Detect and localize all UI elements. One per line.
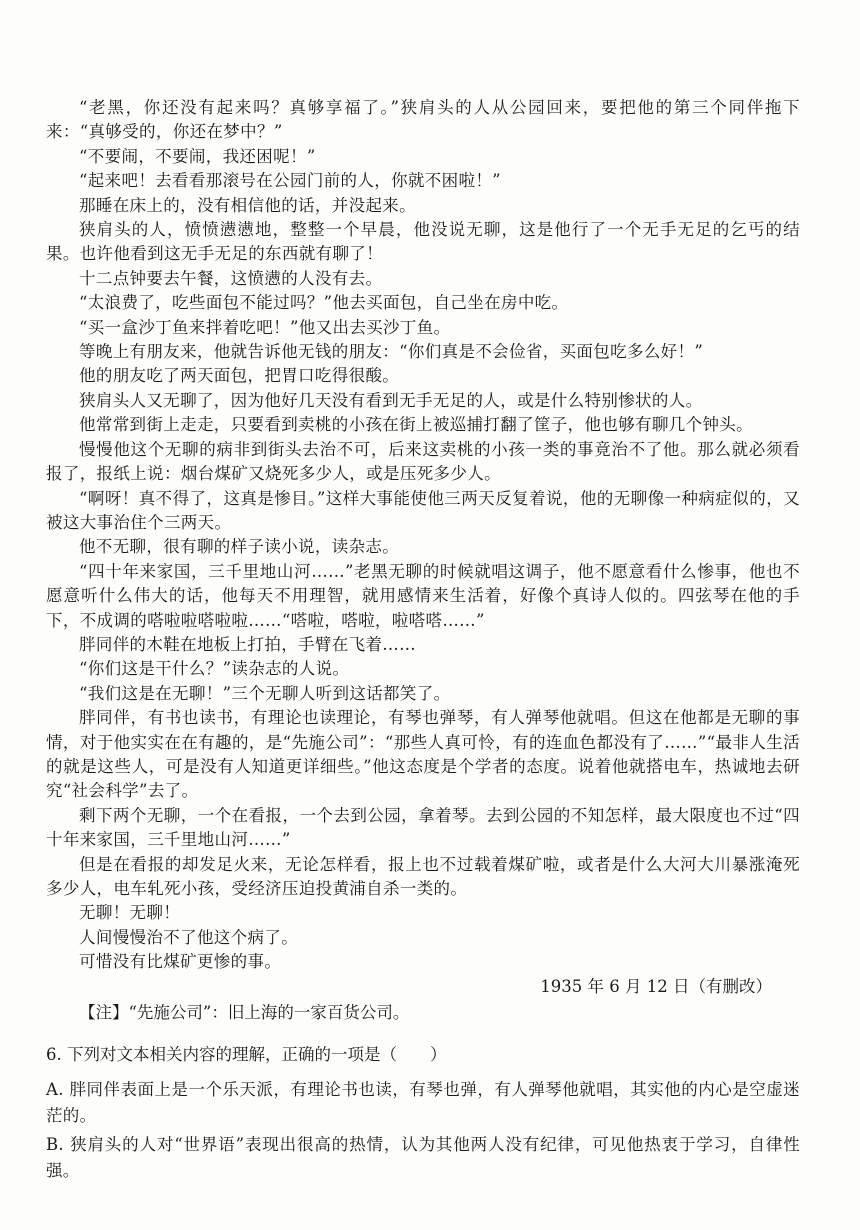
paragraph: 他不无聊，很有聊的样子读小说，读杂志。 xyxy=(79,537,400,557)
paragraph: 胖同伴的木鞋在地板上打拍，手臂在飞着…… xyxy=(79,634,416,654)
story-body xyxy=(46,96,800,1025)
paragraph: “你们这是干什么？”读杂志的人说。 xyxy=(79,659,350,679)
footnote: 【注】“先施公司”：旧上海的一家百货公司。 xyxy=(79,1003,410,1023)
paragraph: “不要闹，不要闹，我还困呢！” xyxy=(79,146,316,166)
paragraph: 狭肩头人又无聊了，因为他好几天没有看到无手无足的人，或是什么特别惨状的人。 xyxy=(79,390,703,410)
paragraph: 剩下两个无聊，一个在看报，一个去到公园，拿着琴。去到公园的不知怎样，最大限度也不过“四十年来家国，三千里地山河……” xyxy=(46,805,800,850)
paragraph: “太浪费了，吃些面包不能过吗？”他去买面包，自己坐在房中吃。 xyxy=(79,293,569,313)
question-block xyxy=(46,1043,800,1183)
paragraph: 他的朋友吃了两天面包，把胃口吃得很酸。 xyxy=(79,366,400,386)
paragraph: 无聊！无聊！ xyxy=(79,903,181,923)
paragraph: 等晚上有朋友来，他就告诉他无钱的朋友：“你们真是不会俭省，买面包吃多么好！” xyxy=(79,342,704,362)
paragraph: 但是在看报的却发足火来，无论怎样看，报上也不过载着煤矿啦，或者是什么大河大川暴涨淹死多少人，电车轧死小孩，受经济压迫投黄浦自杀一类的。 xyxy=(46,854,800,898)
paragraph: “我们这是在无聊！”三个无聊人听到这话都笑了。 xyxy=(79,683,451,703)
question-stem: 6. 下列对文本相关内容的理解，正确的一项是（ ） xyxy=(46,1045,447,1065)
option-b: B. 狭肩头的人对“世界语”表现出很高的热情，认为其他两人没有纪律，可见他热衷于学习，自律性强。 xyxy=(46,1135,800,1180)
paragraph: 可惜没有比煤矿更惨的事。 xyxy=(79,952,282,972)
paragraph: 人间慢慢治不了他这个病了。 xyxy=(79,927,299,947)
paragraph: 他常常到街上走走，只要看到卖桃的小孩在街上被巡捕打翻了筐子，他也够有聊几个钟头。 xyxy=(79,415,753,435)
paragraph: 胖同伴，有书也读书，有理论也读理论，有琴也弹琴，有人弹琴他就唱。但这在他都是无聊的事情，对于他实实在在有趣的，是“先施公司”：“那些人真可怜，有的连血色都没有了……”“最非人生活的就是这些人，可是没有人知道更详细些。”他这态度是个学者的态度。说着他就搭电车，热诚地去研究“社会科学”去了。 xyxy=(46,708,800,801)
paragraph: “买一盒沙丁鱼来拌着吃吧！”他又出去买沙丁鱼。 xyxy=(79,317,451,337)
option-a: A. 胖同伴表面上是一个乐天派，有理论书也读，有琴也弹，有人弹琴他就唱，其实他的内心是空虚迷茫的。 xyxy=(46,1080,800,1125)
paragraph: “老黑，你还没有起来吗？真够享福了。”狭肩头的人从公园回来，要把他的第三个同伴拖下来：“真够受的，你还在梦中？” xyxy=(46,98,800,142)
paragraph: 那睡在床上的，没有相信他的话，并没起来。 xyxy=(79,195,416,215)
story-date: 1935 年 6 月 12 日（有删改） xyxy=(540,976,772,996)
paragraph: 慢慢他这个无聊的病非到街头去治不可，后来这卖桃的小孩一类的事竟治不了他。那么就必须看报了，报纸上说：烟台煤矿又烧死多少人，或是压死多少人。 xyxy=(46,439,800,484)
paragraph: “啊呀！真不得了，这真是惨目。”这样大事能使他三两天反复着说，他的无聊像一种病症似的，又被这大事治住个三两天。 xyxy=(46,488,800,532)
paragraph: “起来吧！去看看那滚号在公园门前的人，你就不困啦！” xyxy=(79,171,501,191)
paragraph: “四十年来家国，三千里地山河……”老黑无聊的时候就唱这调子，他不愿意看什么惨事，他也不愿意听什么伟大的话，他每天不用理智，就用感情来生活着，好像个真诗人似的。四弦琴在他的手下，不成调的嗒啦啦嗒啦啦……“嗒啦，嗒啦，啦嗒嗒……” xyxy=(46,561,800,630)
paragraph: 狭肩头的人，愤愤懑懑地，整整一个早晨，他没说无聊，这是他行了一个无手无足的乞丐的结果。也许他看到这无手无足的东西就有聊了！ xyxy=(46,220,800,264)
paragraph: 十二点钟要去午餐，这愤懑的人没有去。 xyxy=(79,268,383,288)
